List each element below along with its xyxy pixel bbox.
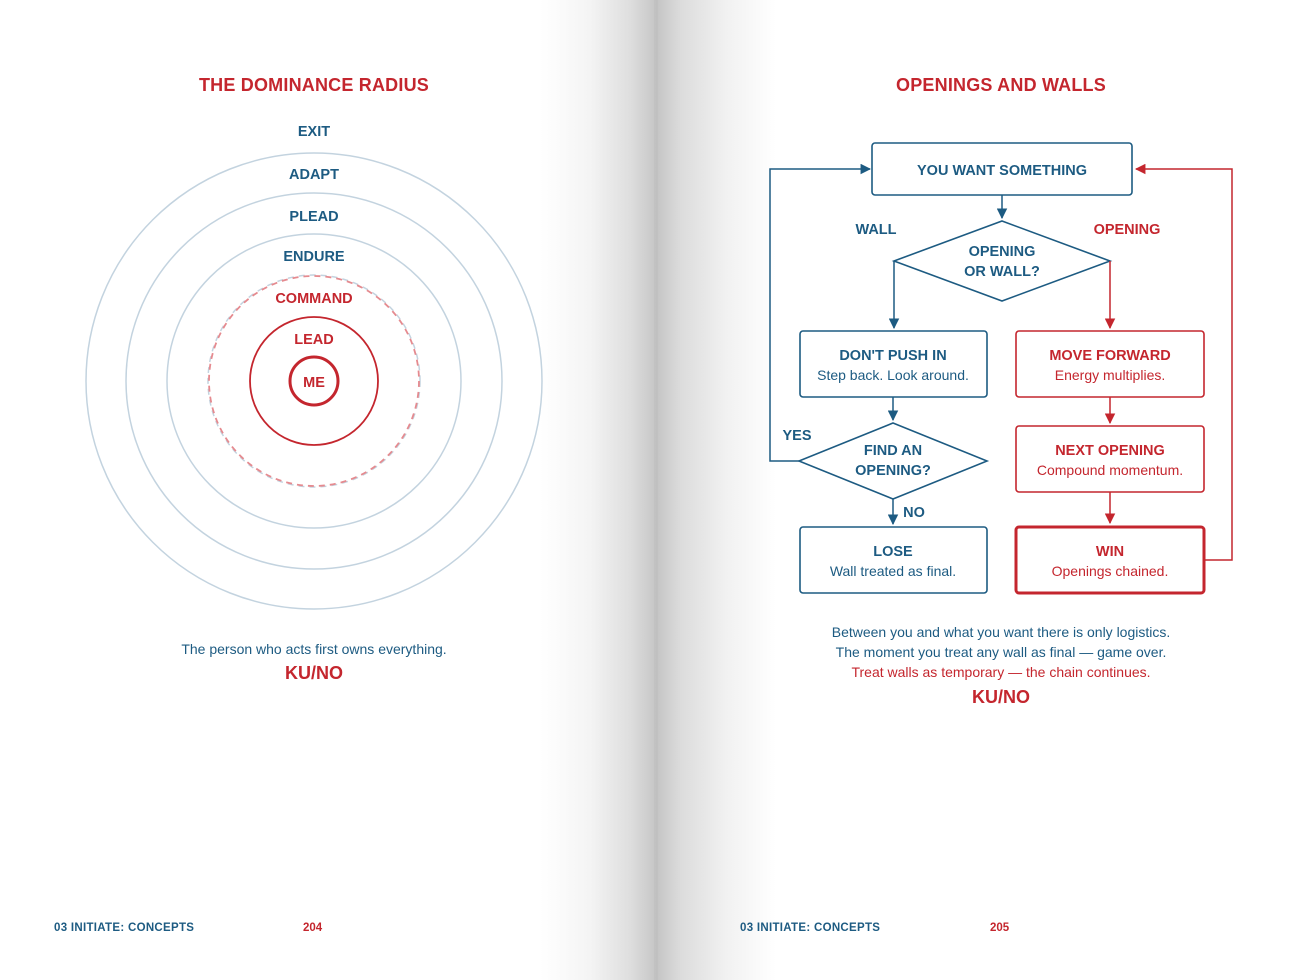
decision-diamond — [894, 221, 1110, 301]
ring-label-command: COMMAND — [275, 291, 353, 307]
opening-branch-label: OPENING — [1093, 222, 1161, 238]
right-caption-line3: Treat walls as temporary — the chain continues. — [851, 664, 1151, 680]
center-label-me: ME — [303, 375, 325, 391]
ring-label-exit: EXIT — [297, 124, 331, 140]
next-opening-sub: Compound momentum. — [1036, 462, 1184, 478]
dominance-radius-title: THE DOMINANCE RADIUS — [198, 75, 429, 95]
start-box-label: YOU WANT SOMETHING — [917, 163, 1087, 179]
move-forward-box — [1016, 331, 1204, 397]
lose-title: LOSE — [873, 544, 913, 560]
no-label: NO — [903, 505, 925, 521]
right-caption-line1: Between you and what you want there is only logistics. — [831, 624, 1171, 640]
left-caption: The person who acts first owns everything. — [181, 641, 447, 657]
yes-loop-arrow — [770, 169, 870, 461]
win-box — [1016, 527, 1204, 593]
dont-push-title: DON'T PUSH IN — [839, 348, 947, 364]
find-line1: FIND AN — [863, 443, 923, 459]
win-title: WIN — [1095, 544, 1125, 560]
right-page-number: 205 — [990, 922, 1010, 934]
win-sub: Openings chained. — [1051, 563, 1169, 579]
right-footer-section: 03 INITIATE: CONCEPTS — [740, 922, 881, 934]
ring-label-plead: PLEAD — [289, 209, 339, 225]
left-brand: KU/NO — [285, 663, 343, 683]
ring-label-lead: LEAD — [294, 332, 334, 348]
next-opening-title: NEXT OPENING — [1055, 443, 1165, 459]
find-line2: OPENING? — [855, 463, 931, 479]
lose-box — [800, 527, 987, 593]
ring-label-adapt: ADAPT — [289, 167, 339, 183]
move-forward-title: MOVE FORWARD — [1049, 348, 1171, 364]
left-page-number: 204 — [303, 922, 323, 934]
wall-branch-label: WALL — [855, 222, 897, 238]
decision-line1: OPENING — [968, 244, 1036, 260]
right-brand: KU/NO — [972, 687, 1030, 707]
decision-line2: OR WALL? — [964, 264, 1040, 280]
lose-sub: Wall treated as final. — [829, 563, 957, 579]
left-footer-section: 03 INITIATE: CONCEPTS — [54, 922, 195, 934]
find-opening-diamond — [799, 423, 987, 499]
dont-push-sub: Step back. Look around. — [817, 367, 969, 383]
right-caption-line2: The moment you treat any wall as final — game over. — [835, 644, 1167, 660]
yes-label: YES — [782, 428, 812, 444]
openings-walls-title: OPENINGS AND WALLS — [896, 75, 1106, 95]
ring-label-endure: ENDURE — [283, 249, 345, 265]
dont-push-box — [800, 331, 987, 397]
move-forward-sub: Energy multiplies. — [1054, 367, 1166, 383]
next-opening-box — [1016, 426, 1204, 492]
